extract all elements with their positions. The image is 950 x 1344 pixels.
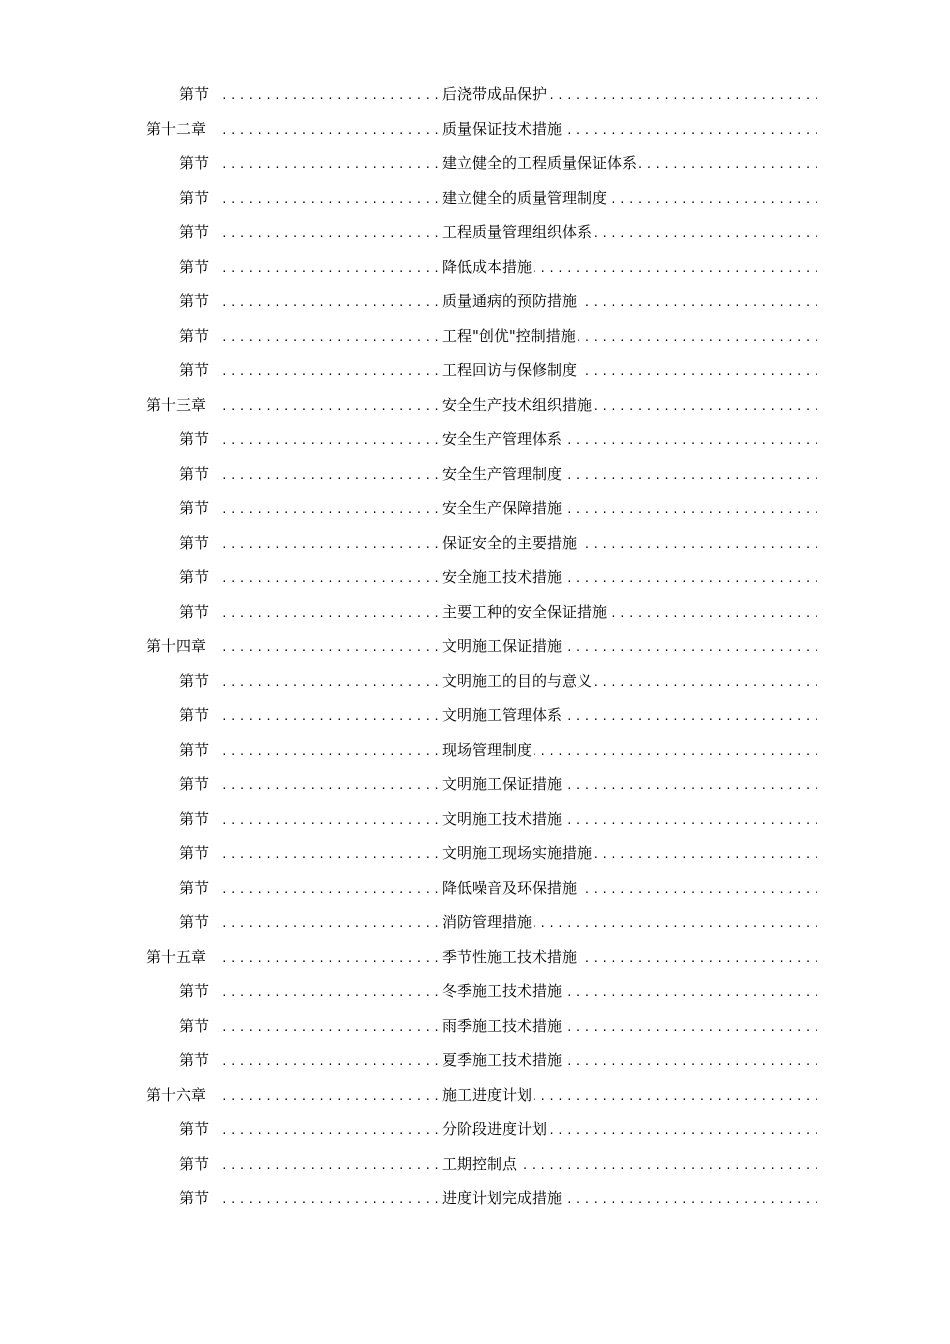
toc-entry-row [0, 563, 950, 591]
toc-entry-title: 施工进度计划 [442, 1081, 534, 1109]
toc-dot-leader [221, 598, 817, 626]
toc-dot-leader [221, 494, 817, 522]
toc-dot-leader [221, 943, 817, 971]
toc-section-entry[interactable] [0, 425, 950, 460]
toc-section-entry[interactable] [0, 149, 950, 184]
toc-entry-label: 第节 [179, 326, 210, 345]
toc-dot-leader [221, 1115, 817, 1143]
toc-entry-row [0, 1081, 950, 1109]
toc-entry-row [0, 1046, 950, 1074]
toc-chapter-entry[interactable] [0, 1081, 950, 1116]
toc-entry-row [0, 460, 950, 488]
toc-entry-title: 文明施工的目的与意义 [442, 667, 594, 695]
toc-dot-leader [221, 115, 817, 143]
toc-dot-leader [221, 356, 817, 384]
toc-dot-leader [221, 667, 817, 695]
toc-entry-label: 第节 [179, 1120, 210, 1138]
toc-section-entry[interactable] [0, 770, 950, 805]
toc-section-entry[interactable] [0, 1150, 950, 1185]
toc-entry-title: 安全生产管理制度 [442, 460, 564, 488]
toc-section-entry[interactable] [0, 356, 950, 391]
toc-entry-label: 第节 [179, 602, 210, 621]
toc-entry-label: 第节 [179, 154, 210, 172]
toc-entry-label: 第节 [179, 1051, 210, 1069]
toc-entry-title: 主要工种的安全保证措施 [442, 598, 609, 626]
table-of-contents [0, 80, 950, 1219]
toc-entry-title: 进度计划完成措施 [442, 1184, 564, 1212]
toc-entry-title: 工程质量管理组织体系 [442, 218, 594, 246]
toc-entry-label: 第节 [179, 740, 210, 759]
toc-dot-leader [221, 839, 817, 867]
toc-dot-leader [221, 1046, 817, 1074]
toc-entry-row [0, 149, 950, 177]
toc-entry-title: 安全生产技术组织措施 [442, 391, 594, 419]
toc-section-entry[interactable] [0, 80, 950, 115]
toc-entry-label: 第节 [179, 568, 210, 586]
toc-entry-row [0, 667, 950, 695]
toc-dot-leader [221, 563, 817, 591]
toc-section-entry[interactable] [0, 184, 950, 219]
toc-entry-label: 第节 [179, 257, 210, 276]
toc-entry-label: 第十三章 [146, 395, 207, 414]
toc-entry-row [0, 874, 950, 902]
toc-entry-title: 消防管理措施 [442, 908, 534, 936]
toc-chapter-entry[interactable] [0, 115, 950, 150]
toc-dot-leader [221, 425, 817, 453]
toc-dot-leader [221, 805, 817, 833]
toc-entry-row [0, 805, 950, 833]
toc-entry-row [0, 1184, 950, 1212]
toc-section-entry[interactable] [0, 598, 950, 633]
toc-section-entry[interactable] [0, 839, 950, 874]
toc-entry-label: 第节 [179, 844, 210, 862]
toc-section-entry[interactable] [0, 736, 950, 771]
toc-section-entry[interactable] [0, 874, 950, 909]
toc-entry-title: 分阶段进度计划 [442, 1115, 549, 1143]
toc-dot-leader [221, 529, 817, 557]
toc-entry-title: 现场管理制度 [442, 736, 534, 764]
toc-entry-row [0, 598, 950, 626]
toc-entry-title: 夏季施工技术措施 [442, 1046, 564, 1074]
toc-dot-leader [221, 1012, 817, 1040]
toc-entry-title: 工程"创优"控制措施 [442, 322, 578, 350]
toc-dot-leader [221, 80, 817, 108]
toc-dot-leader [221, 218, 817, 246]
toc-entry-title: 安全生产管理体系 [442, 425, 564, 453]
toc-dot-leader [221, 908, 817, 936]
toc-chapter-entry[interactable] [0, 632, 950, 667]
toc-entry-title: 质量保证技术措施 [442, 115, 564, 143]
toc-entry-row [0, 322, 950, 350]
toc-section-entry[interactable] [0, 701, 950, 736]
toc-dot-leader [221, 701, 817, 729]
toc-entry-row [0, 977, 950, 1005]
toc-section-entry[interactable] [0, 218, 950, 253]
toc-entry-label: 第节 [179, 361, 210, 379]
toc-dot-leader [221, 1184, 817, 1212]
toc-entry-label: 第节 [179, 913, 210, 931]
toc-section-entry[interactable] [0, 529, 950, 564]
toc-entry-label: 第节 [179, 706, 210, 724]
toc-entry-title: 质量通病的预防措施 [442, 287, 579, 315]
toc-dot-leader [221, 770, 817, 798]
toc-entry-row [0, 218, 950, 246]
toc-entry-row [0, 770, 950, 798]
toc-section-entry[interactable] [0, 1184, 950, 1219]
toc-entry-label: 第节 [179, 1189, 210, 1207]
toc-entry-row [0, 632, 950, 660]
toc-entry-row [0, 839, 950, 867]
toc-entry-label: 第节 [179, 809, 210, 828]
toc-entry-row [0, 287, 950, 315]
toc-entry-label: 第十二章 [146, 119, 207, 138]
toc-entry-row [0, 736, 950, 764]
toc-section-entry[interactable] [0, 977, 950, 1012]
toc-entry-label: 第节 [179, 878, 210, 897]
toc-entry-title: 雨季施工技术措施 [442, 1012, 564, 1040]
toc-entry-title: 文明施工管理体系 [442, 701, 564, 729]
toc-section-entry[interactable] [0, 287, 950, 322]
toc-dot-leader [221, 736, 817, 764]
toc-entry-row [0, 943, 950, 971]
toc-entry-row [0, 356, 950, 384]
toc-dot-leader [221, 977, 817, 1005]
toc-dot-leader [221, 322, 817, 350]
toc-entry-label: 第节 [179, 671, 210, 690]
toc-entry-label: 第十六章 [146, 1085, 207, 1104]
toc-entry-title: 建立健全的工程质量保证体系 [442, 149, 639, 177]
toc-entry-title: 工程回访与保修制度 [442, 356, 579, 384]
toc-entry-row [0, 701, 950, 729]
toc-section-entry[interactable] [0, 253, 950, 288]
toc-entry-title: 文明施工保证措施 [442, 770, 564, 798]
toc-chapter-entry[interactable] [0, 391, 950, 426]
toc-section-entry[interactable] [0, 1012, 950, 1047]
toc-section-entry[interactable] [0, 1115, 950, 1150]
toc-entry-row [0, 425, 950, 453]
toc-entry-row [0, 253, 950, 281]
toc-entry-title: 文明施工保证措施 [442, 632, 564, 660]
toc-entry-row [0, 115, 950, 143]
toc-dot-leader [221, 1150, 817, 1178]
toc-entry-title: 文明施工现场实施措施 [442, 839, 594, 867]
toc-dot-leader [221, 149, 817, 177]
toc-section-entry[interactable] [0, 805, 950, 840]
toc-dot-leader [221, 460, 817, 488]
toc-dot-leader [221, 391, 817, 419]
toc-section-entry[interactable] [0, 460, 950, 495]
toc-entry-label: 第节 [179, 292, 210, 310]
toc-entry-title: 后浇带成品保护 [442, 80, 549, 108]
toc-entry-row [0, 529, 950, 557]
toc-entry-label: 第节 [179, 1154, 210, 1173]
toc-entry-label: 第节 [179, 982, 210, 1000]
toc-dot-leader [221, 874, 817, 902]
toc-section-entry[interactable] [0, 667, 950, 702]
toc-entry-label: 第节 [179, 533, 210, 552]
toc-entry-label: 第十五章 [146, 947, 207, 966]
toc-chapter-entry[interactable] [0, 943, 950, 978]
toc-entry-label: 第节 [179, 188, 210, 207]
toc-section-entry[interactable] [0, 908, 950, 943]
toc-entry-label: 第节 [179, 223, 210, 241]
toc-entry-row [0, 184, 950, 212]
toc-entry-title: 工期控制点 [442, 1150, 519, 1178]
toc-entry-label: 第节 [179, 775, 210, 793]
toc-entry-label: 第节 [179, 85, 210, 103]
toc-entry-row [0, 1012, 950, 1040]
toc-entry-row [0, 1150, 950, 1178]
toc-section-entry[interactable] [0, 1046, 950, 1081]
toc-section-entry[interactable] [0, 563, 950, 598]
toc-entry-row [0, 80, 950, 108]
toc-entry-row [0, 908, 950, 936]
toc-entry-title: 文明施工技术措施 [442, 805, 564, 833]
toc-entry-title: 安全施工技术措施 [442, 563, 564, 591]
toc-entry-title: 建立健全的质量管理制度 [442, 184, 609, 212]
toc-entry-row [0, 391, 950, 419]
toc-entry-row [0, 1115, 950, 1143]
toc-entry-label: 第十四章 [146, 637, 207, 655]
toc-entry-title: 降低噪音及环保措施 [442, 874, 579, 902]
toc-entry-label: 第节 [179, 430, 210, 448]
toc-entry-label: 第节 [179, 499, 210, 517]
toc-dot-leader [221, 632, 817, 660]
toc-entry-title: 冬季施工技术措施 [442, 977, 564, 1005]
toc-entry-row [0, 494, 950, 522]
toc-entry-title: 降低成本措施 [442, 253, 534, 281]
toc-section-entry[interactable] [0, 494, 950, 529]
toc-entry-label: 第节 [179, 1016, 210, 1035]
toc-dot-leader [221, 184, 817, 212]
toc-dot-leader [221, 253, 817, 281]
toc-entry-title: 保证安全的主要措施 [442, 529, 579, 557]
toc-dot-leader [221, 287, 817, 315]
toc-section-entry[interactable] [0, 322, 950, 357]
toc-dot-leader [221, 1081, 817, 1109]
toc-entry-title: 季节性施工技术措施 [442, 943, 579, 971]
toc-entry-title: 安全生产保障措施 [442, 494, 564, 522]
toc-entry-label: 第节 [179, 464, 210, 483]
